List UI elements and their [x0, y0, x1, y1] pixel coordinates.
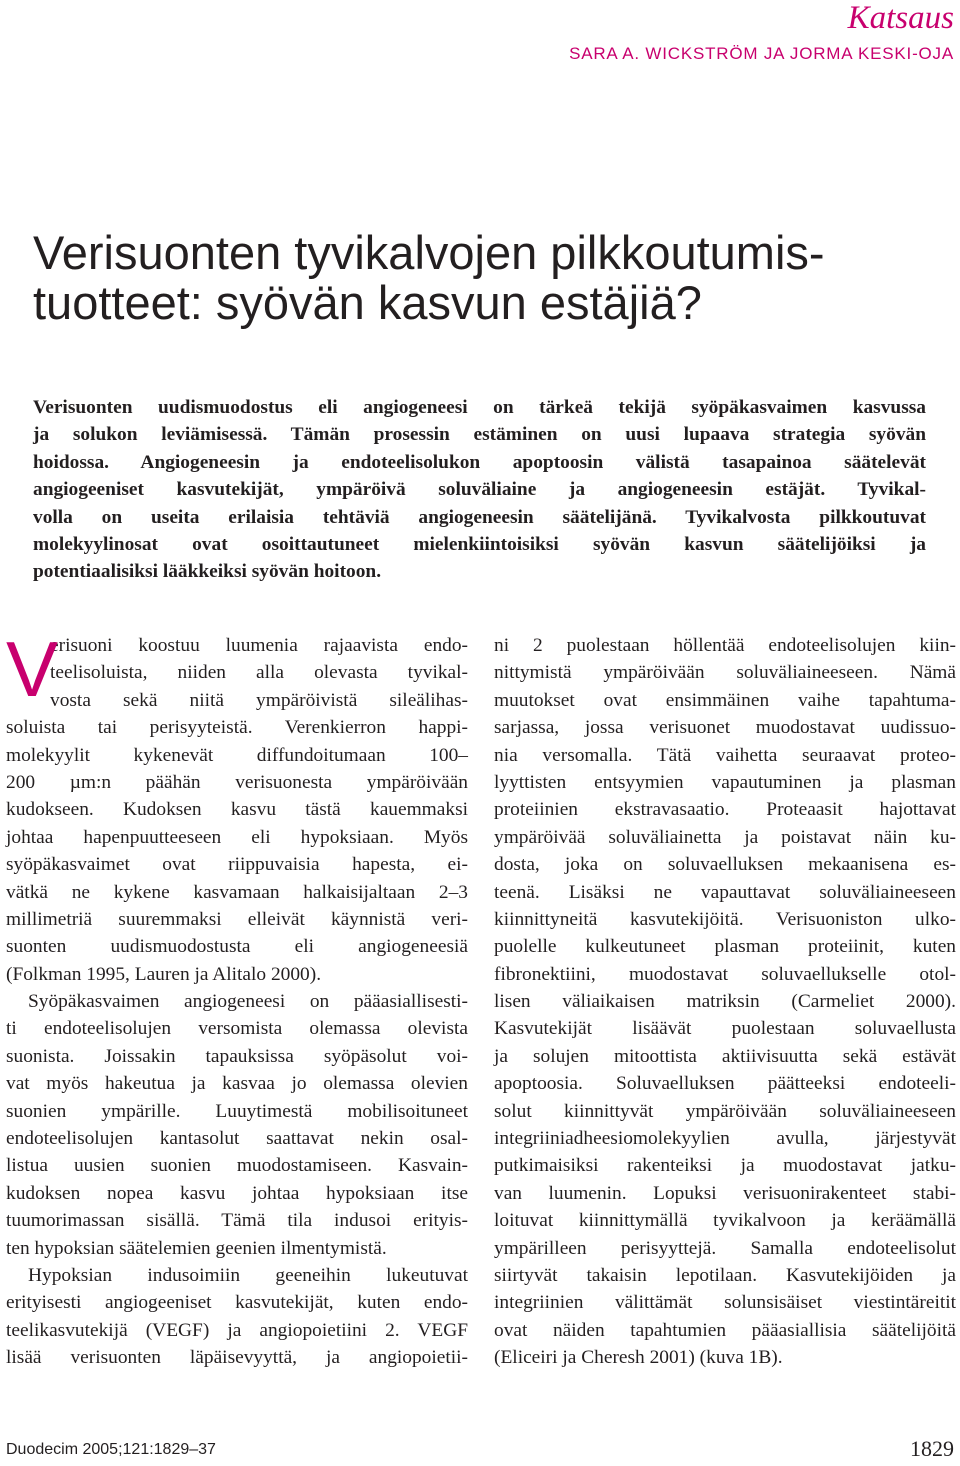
body-line: putkimaisiksi rakenteiksi ja muodostavat jatku- [494, 1155, 956, 1177]
body-line: tuumorimassan sisällä. Tämä tila indusoi erityis- [6, 1210, 468, 1232]
body-line: soluista tai perisyyteistä. Verenkierron happi- [6, 717, 468, 739]
body-line: nittymistä ympäröivään soluväliaineeseen. Nämä [494, 662, 956, 684]
body-line: kudoksen nopea kasvu johtaa hypoksiaan itse [6, 1182, 468, 1204]
body-line: integriinien välittämät solunsisäiset viestintäreitit [494, 1292, 956, 1314]
body-line: van luumenin. Lopuksi verisuonirakenteet stabi- [494, 1182, 956, 1204]
abstract [33, 394, 926, 586]
body-line: 200 µm:n päähän verisuonesta ympäröivään [6, 771, 468, 793]
body-line: fibronektiini, muodostavat soluvaellukselle otol- [494, 963, 956, 985]
body-line: ti endoteelisolujen versomista olemassa olevista [6, 1018, 468, 1040]
right-column [494, 632, 956, 1372]
page-number: 1829 [910, 1436, 954, 1461]
body-line: teelisoluista, niiden alla olevasta tyvikal- [50, 662, 468, 684]
body-line: millimetriä suuremmaksi elleivät käynnistä veri- [6, 908, 468, 930]
body-line: Kasvutekijät lisäävät puolestaan soluvaellusta [494, 1018, 956, 1040]
journal-citation: Duodecim 2005;121:1829–37 [6, 1441, 216, 1458]
abstract-line: molekyylinosat ovat osoittautuneet mielenkiintoisiksi syövän kasvun säätelijöiksi ja [33, 534, 926, 556]
body-line: sarjassa, jossa verisuonet muodostavat uudissuo- [494, 717, 956, 739]
body-line: listua uusien suonien muodostamiseen. Kasvain- [6, 1155, 468, 1177]
abstract-line: ja solukon leviämisessä. Tämän prosessin estäminen on uusi lupaava strategia syövän [33, 424, 926, 446]
body-line: vat myös hakeutua ja kasvaa jo olemassa olevien [6, 1073, 468, 1095]
body-line: ni 2 puolestaan höllentää endoteelisolujen kiin- [494, 635, 956, 656]
body-line: puolelle kulkeutuneet plasman proteiinit, kuten [494, 936, 956, 958]
body-line: ja solujen mitoottista aktiivisuutta sekä estävät [494, 1045, 956, 1067]
body-line: suonien ympärille. Luuytimestä mobilisoituneet [6, 1100, 468, 1122]
abstract-line: Verisuonten uudismuodostus eli angiogeneesi on tärkeä tekijä syöpäkasvaimen kasvussa [33, 397, 926, 418]
body-line: (Eliceiri ja Cheresh 2001) (kuva 1B). [494, 1347, 783, 1369]
body-line: molekyylit kykenevät diffundoitumaan 100– [6, 744, 468, 766]
body-line: syöpäkasvaimet ovat riippuvaisia hapesta, ei- [6, 854, 468, 876]
title-line: Verisuonten tyvikalvojen pilkkoutumis- [33, 226, 825, 279]
body-line: erityisesti angiogeeniset kasvutekijät, kuten endo- [6, 1292, 468, 1314]
body-line: teelikasvutekijä (VEGF) ja angiopoietiini 2. VEGF [6, 1319, 468, 1341]
dropcap-block [6, 625, 468, 714]
body-line: Hypoksian indusoimiin geeneihin lukeutuvat [28, 1264, 468, 1286]
abstract-line: potentiaalisiksi lääkkeiksi syövän hoitoon. [33, 561, 382, 583]
body-line: teenä. Lisäksi ne vapauttavat soluväliaineeseen [494, 881, 956, 903]
article-title [33, 228, 933, 328]
body-line: lyyttisten entsyymien vapautuminen ja plasman [494, 771, 956, 793]
body-line: muutokset ovat ensimmäinen vaihe tapahtuma- [494, 689, 956, 711]
body-line: solut kiinnittyvät ympäröivään soluväliaineeseen [494, 1100, 956, 1122]
abstract-line: volla on useita erilaisia tehtäviä angiogeneesin säätelijänä. Tyvikalvosta pilkkoutuvat [33, 506, 926, 528]
body-line: ympäröivää soluväliainetta ja poistavat näin ku- [494, 826, 956, 848]
body-line: nia versomalla. Tätä vaihetta seuraavat proteo- [494, 744, 956, 766]
body-line: vosta sekä niitä ympäröivistä sileälihas- [50, 689, 468, 711]
body-line: apoptoosia. Soluvaelluksen päätteeksi endoteeli- [494, 1073, 956, 1095]
body-line: loituvat kiinnittymällä tyvikalvoon ja keräämällä [494, 1210, 956, 1232]
abstract-line: hoidossa. Angiogeneesin ja endoteelisolukon apoptoosin välistä tasapainoa säätelevät [33, 451, 926, 473]
body-line: endoteelisolujen kantasolut saattavat nekin osal- [6, 1128, 468, 1150]
body-line: (Folkman 1995, Lauren ja Alitalo 2000). [6, 963, 322, 985]
body-line: vätkä ne kykene kasvamaan halkaisijaltaan 2–3 [6, 881, 468, 903]
abstract-line: angiogeeniset kasvutekijät, ympäröivä soluväliaine ja angiogeneesin estäjät. Tyvikal- [33, 479, 926, 501]
body-line: proteiinien ekstravasaatio. Proteaasit hajottavat [494, 799, 956, 821]
title-line: tuotteet: syövän kasvun estäjiä? [33, 276, 702, 329]
body-line: kudokseen. Kudoksen kasvu tästä kauemmaksi [6, 799, 468, 821]
body-line: ten hypoksian säätelemien geenien ilmentymistä. [6, 1237, 387, 1259]
body-line: lisää verisuonten läpäisevyyttä, ja angiopoietii- [6, 1347, 468, 1369]
drop-cap: V [6, 625, 59, 713]
body-line: suonista. Joissakin tapauksissa syöpäsolut voi- [6, 1045, 468, 1067]
body-line: lisen väliaikaisen matriksin (Carmeliet 2000). [494, 991, 956, 1013]
body-line: Syöpäkasvaimen angiogeneesi on pääasiallisesti- [28, 991, 468, 1013]
authors: SARA A. WICKSTRÖM JA JORMA KESKI-OJA [569, 44, 954, 63]
body-line: ovat näiden tapahtumien pääasiallisia säätelijöitä [494, 1319, 956, 1341]
body-line: integriiniadheesiomolekyylien avulla, järjestyvät [494, 1128, 956, 1150]
body-line: dosta, joka on soluvaelluksen mekaanisena es- [494, 854, 956, 876]
section-label: Katsaus [847, 0, 954, 36]
body-line: suonten uudismuodostusta eli angiogeneesiä [6, 936, 468, 958]
body-line: erisuoni koostuu luumenia rajaavista endo- [50, 635, 468, 656]
body-line: johtaa hapenpuutteeseen eli hypoksiaan. Myös [6, 826, 468, 848]
body-line: siirtyvät takaisin lepotilaan. Kasvutekijöiden ja [494, 1264, 956, 1286]
body-line: ympärilleen perisyyttejä. Samalla endoteelisolut [494, 1237, 956, 1259]
left-column [6, 625, 468, 1372]
body-line: kiinnittyneitä kasvutekijöitä. Verisuoniston ulko- [494, 908, 956, 930]
